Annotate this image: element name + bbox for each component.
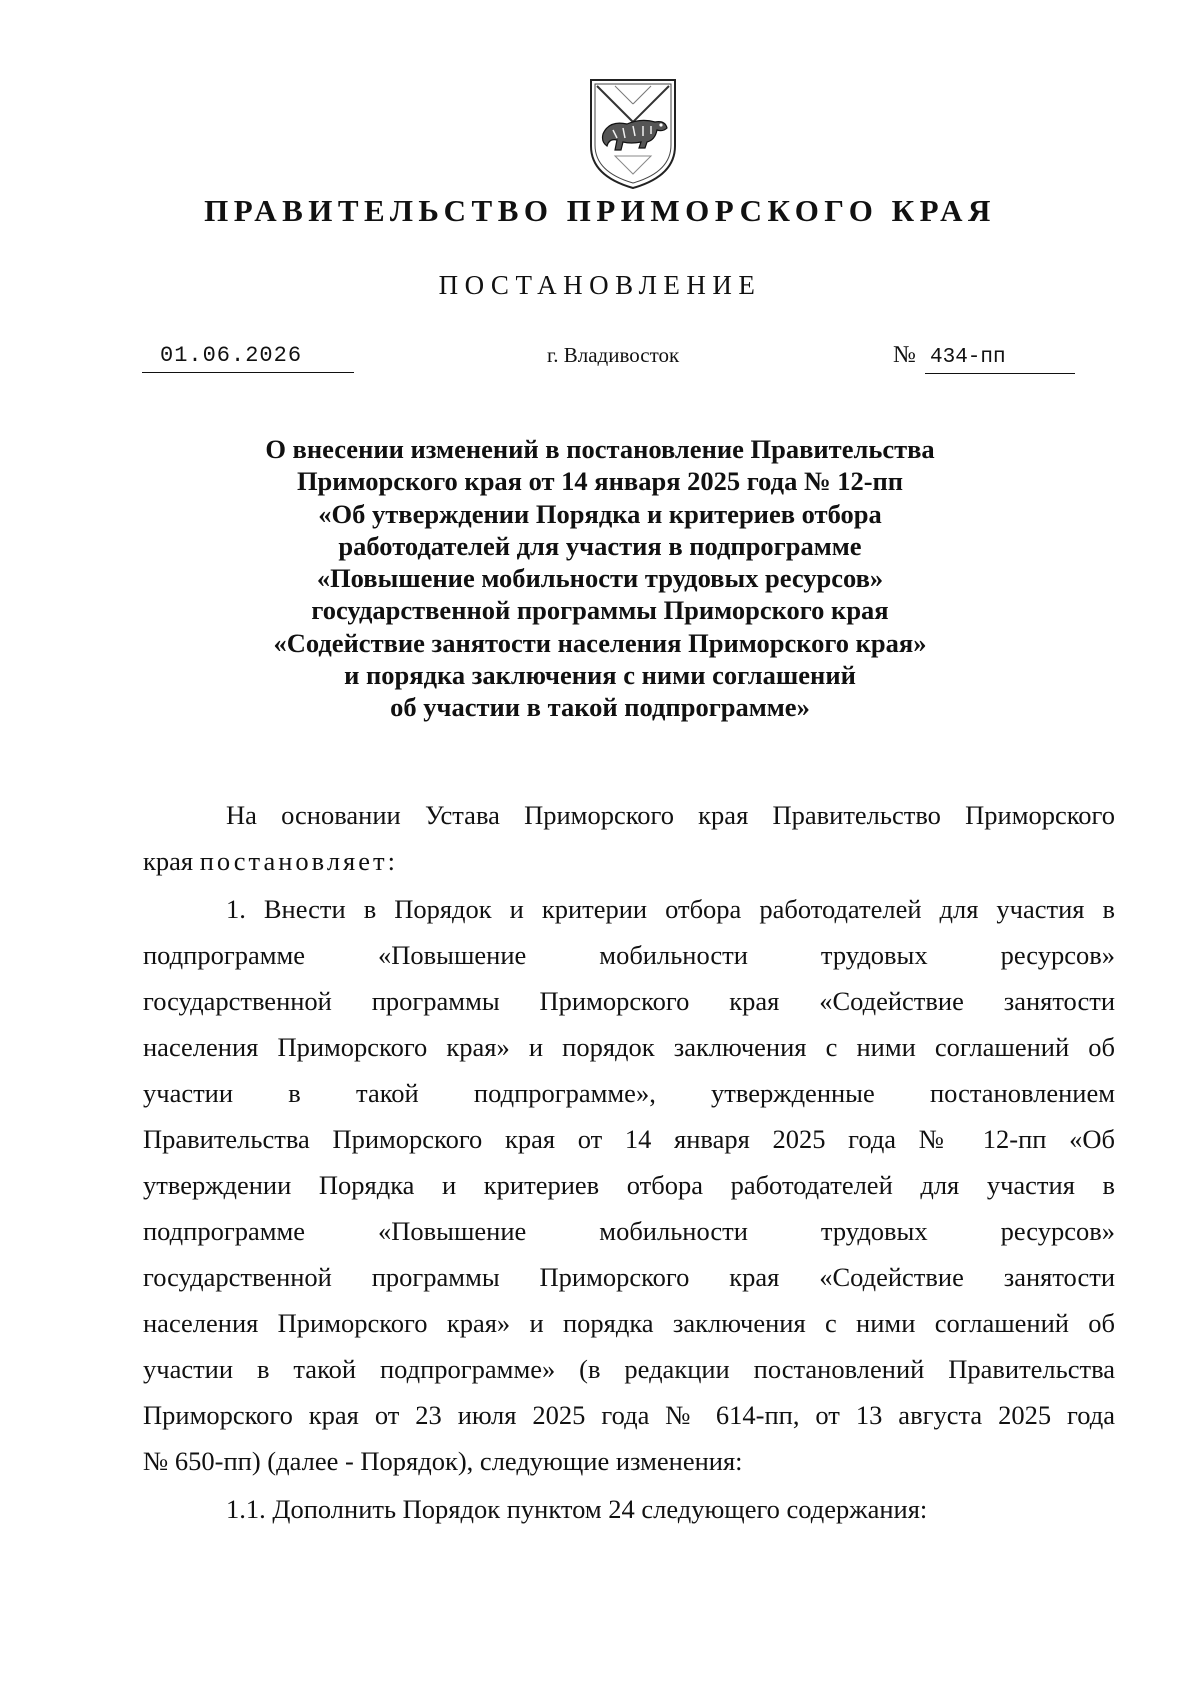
document-heading	[150, 433, 1050, 724]
heading-line: «Содействие занятости населения Приморского края»	[273, 627, 927, 658]
body-line: участии в такой подпрограмме», утвержденные постановлением	[143, 1078, 1115, 1108]
body-line: Приморского края от 23 июля 2025 года № 614-пп, от 13 августа 2025 года	[143, 1400, 1115, 1430]
heading-line: работодателей для участия в подпрограмме	[338, 530, 862, 561]
body-line: участии в такой подпрограмме» (в редакции постановлений Правительства	[143, 1354, 1115, 1384]
heading-line: об участии в такой подпрограмме»	[390, 692, 810, 723]
number-underline	[925, 373, 1075, 374]
body-line: населения Приморского края» и порядок заключения с ними соглашений об	[143, 1032, 1115, 1062]
body-line: № 650-пп) (далее - Порядок), следующие изменения:	[143, 1446, 743, 1476]
body-line: государственной программы Приморского края «Содействие занятости	[143, 986, 1115, 1016]
body-line: 1. Внести в Порядок и критерии отбора работодателей для участия в	[226, 894, 1115, 924]
heading-line: государственной программы Приморского края	[311, 595, 889, 626]
document-type: ПОСТАНОВЛЕНИЕ	[438, 270, 762, 300]
body-line: населения Приморского края» и порядка заключения с ними соглашений об	[143, 1308, 1115, 1338]
body-line: На основании Устава Приморского края Правительство Приморского	[226, 800, 1115, 830]
body-text: края	[143, 846, 200, 876]
body-line	[143, 846, 1115, 877]
resolution-word: постановляет:	[199, 846, 398, 876]
body-line: подпрограмме «Повышение мобильности трудовых ресурсов»	[143, 940, 1115, 970]
coat-of-arms-emblem	[585, 76, 681, 192]
document-date: 01.06.2026	[160, 343, 303, 368]
body-line: государственной программы Приморского края «Содействие занятости	[143, 1262, 1115, 1292]
number-sign: №	[893, 342, 916, 368]
body-line: 1.1. Дополнить Порядок пунктом 24 следующего содержания:	[226, 1494, 928, 1524]
document-city: г. Владивосток	[547, 343, 680, 367]
document-number: 434-пп	[930, 346, 1006, 369]
heading-line: «Об утверждении Порядка и критериев отбора	[318, 498, 882, 529]
body-line: Правительства Приморского края от 14 января 2025 года № 12-пп «Об	[143, 1124, 1115, 1154]
body-line: утверждении Порядка и критериев отбора работодателей для участия в	[143, 1170, 1115, 1200]
heading-line: Приморского края от 14 января 2025 года № 12-пп	[296, 466, 904, 497]
heading-line: О внесении изменений в постановление Правительства	[265, 434, 935, 464]
government-title: ПРАВИТЕЛЬСТВО ПРИМОРСКОГО КРАЯ	[204, 193, 996, 228]
date-underline	[142, 372, 354, 373]
body-line: подпрограмме «Повышение мобильности трудовых ресурсов»	[143, 1216, 1115, 1246]
heading-line: «Повышение мобильности трудовых ресурсов»	[316, 563, 884, 594]
heading-line: и порядка заключения с ними соглашений	[344, 660, 856, 691]
